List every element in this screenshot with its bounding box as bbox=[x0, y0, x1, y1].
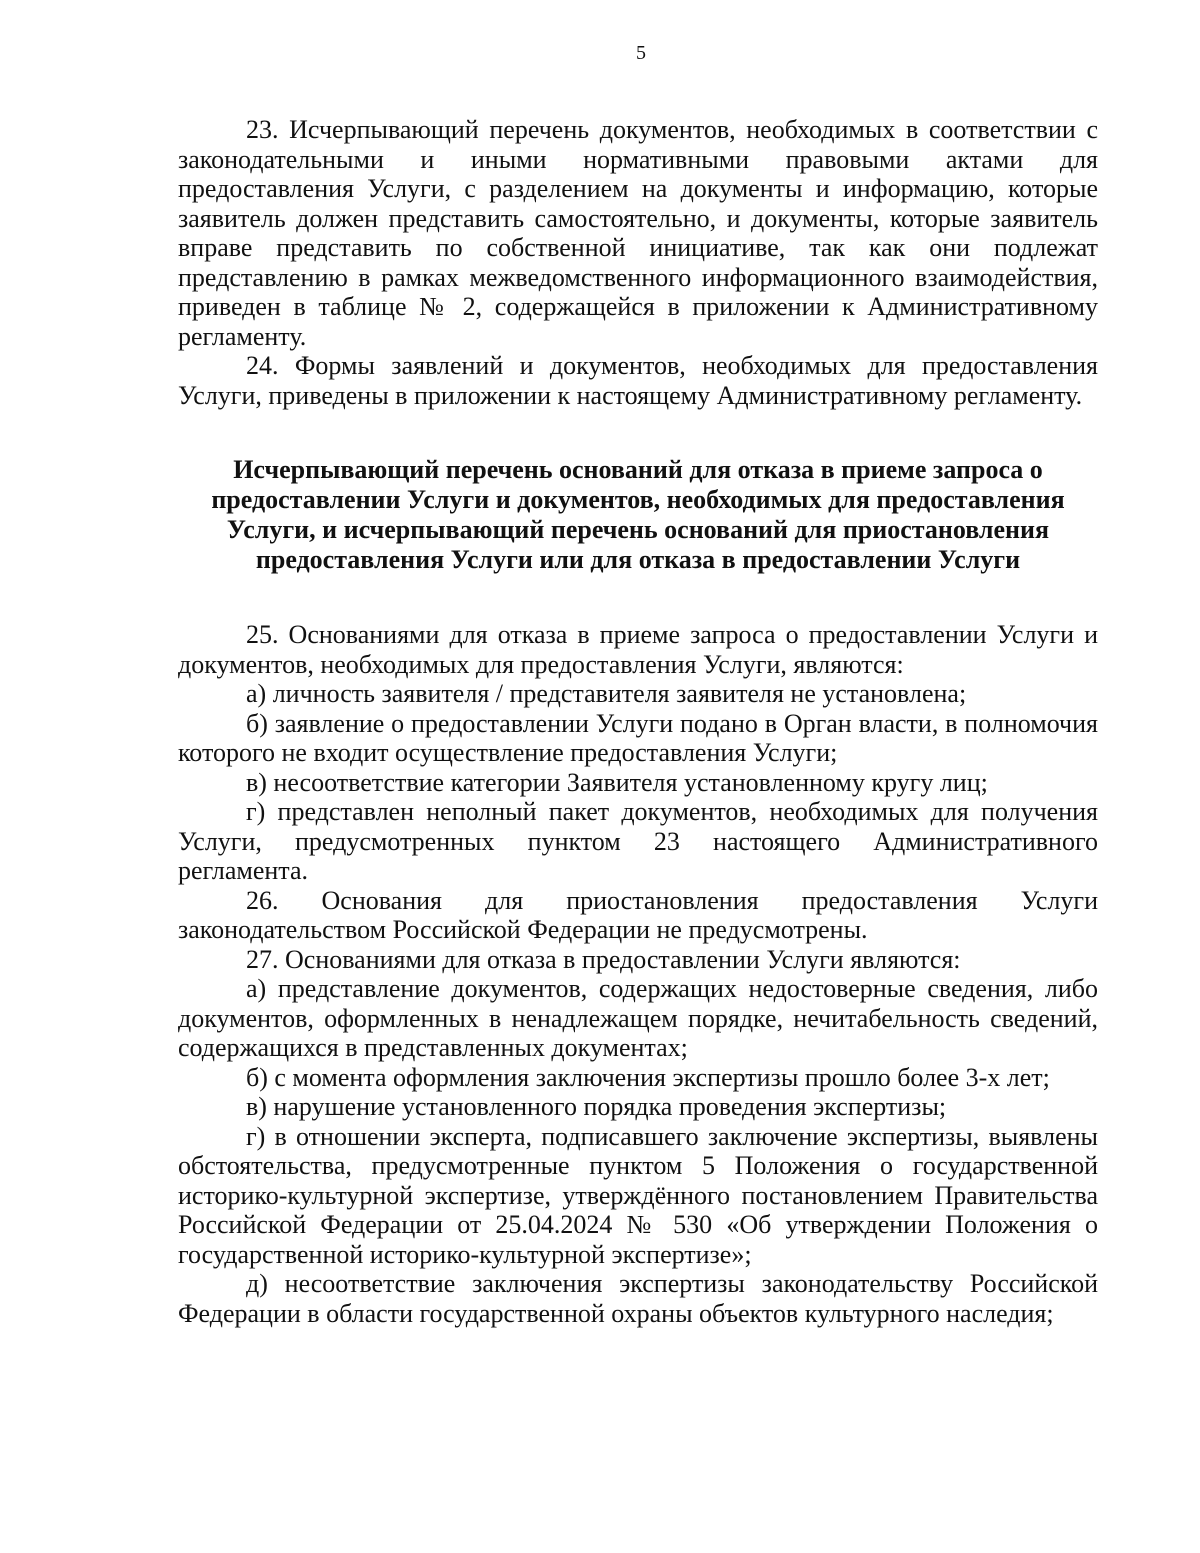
paragraph-27-a: а) представление документов, содержащих недостоверные сведения, либо документов, оформленных в ненадлежащем порядке, нечитабельность сведений, содержащихся в представленных документах; bbox=[178, 974, 1098, 1062]
paragraph-25-b: б) заявление о предоставлении Услуги подано в Орган власти, в полномочия которого не входит осуществление предоставления Услуги; bbox=[178, 708, 1098, 767]
paragraph-27-d: д) несоответствие заключения экспертизы законодательству Российской Федерации в области государственной охраны объектов культурного наследия; bbox=[178, 1269, 1098, 1328]
paragraph-25-g: г) представлен неполный пакет документов, необходимых для получения Услуги, предусмотренных пунктом 23 настоящего Административного регламента. bbox=[178, 797, 1098, 885]
paragraph-27-g: г) в отношении эксперта, подписавшего заключение экспертизы, выявлены обстоятельства, предусмотренные пунктом 5 Положения о государственной историко-культурной экспертизе, утверждённого постановлением Правительства Российской Федерации от 25.04.2024 № 530 «Об утверждении Положения о государственной историко-культурной экспертизе»; bbox=[178, 1121, 1098, 1269]
paragraph-27-v: в) нарушение установленного порядка проведения экспертизы; bbox=[246, 1092, 947, 1121]
paragraph-25-v: в) несоответствие категории Заявителя установленному кругу лиц; bbox=[246, 767, 988, 797]
paragraph-24: 24. Формы заявлений и документов, необходимых для предоставления Услуги, приведены в приложении к настоящему Административному регламенту. bbox=[178, 351, 1098, 410]
paragraph-27-b: б) с момента оформления заключения экспертизы прошло более 3-х лет; bbox=[246, 1062, 1050, 1092]
page-number: 5 bbox=[636, 42, 646, 64]
paragraph-26: 26. Основания для приостановления предоставления Услуги законодательством Российской Федерации не предусмотрены. bbox=[178, 885, 1098, 944]
document-body bbox=[178, 115, 1098, 1328]
paragraph-23: 23. Исчерпывающий перечень документов, необходимых в соответствии с законодательными и иными нормативными правовыми актами для предоставления Услуги, с разделением на документы и информацию, которые заявитель должен представить самостоятельно, и документы, которые заявитель вправе представить по собственной инициативе, так как они подлежат представлению в рамках межведомственного информационного взаимодействия, приведен в таблице № 2, содержащейся в приложении к Административному регламенту. bbox=[178, 115, 1098, 351]
paragraph-27: 27. Основаниями для отказа в предоставлении Услуги являются: bbox=[246, 944, 961, 974]
paragraph-25: 25. Основаниями для отказа в приеме запроса о предоставлении Услуги и документов, необходимых для предоставления Услуги, являются: bbox=[178, 620, 1098, 679]
paragraph-25-a: а) личность заявителя / представителя заявителя не установлена; bbox=[246, 679, 967, 708]
section-heading: Исчерпывающий перечень оснований для отказа в приеме запроса о предоставлении Услуги и документов, необходимых для предоставления Услуги, и исчерпывающий перечень оснований для приостановления предоставления Услуги или для отказа в предоставлении Услуги bbox=[211, 455, 1065, 574]
